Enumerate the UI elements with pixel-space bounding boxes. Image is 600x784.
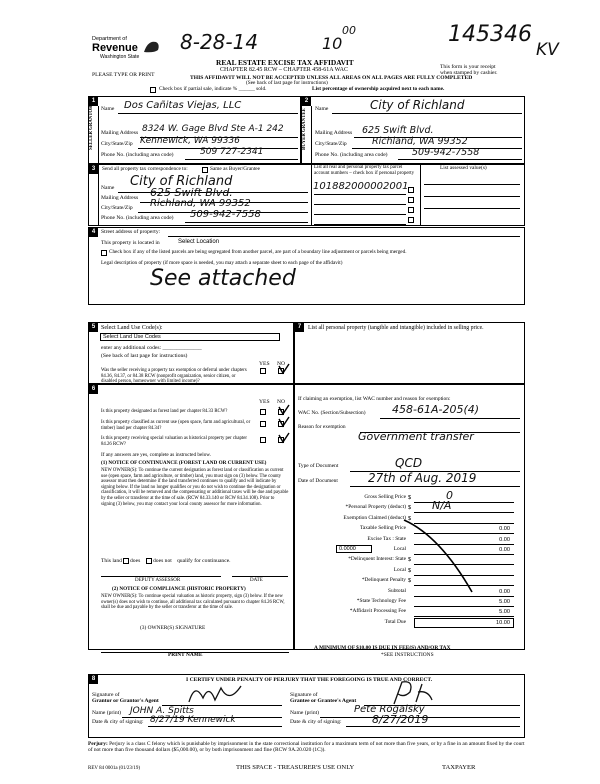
grantor-signature-icon xyxy=(185,680,245,706)
calc-row-value[interactable]: 0.00 xyxy=(499,547,510,553)
calc-row-label: *Delinquent Penalty xyxy=(361,577,406,584)
seller-city: Kennewick, WA 99336 xyxy=(140,136,240,146)
segregated-label: Check box if any of the listed parcels are being segregated from another parcel, are part of a boundary line adjustment or parcels being merged. xyxy=(109,249,407,255)
notice1-title: (1) NOTICE OF CONTINUANCE (FOREST LAND OR CURRENT USE) xyxy=(101,460,267,466)
buyer-mailing: 625 Swift Blvd. xyxy=(362,125,434,136)
local-rate-field[interactable]: 0.0000 xyxy=(336,545,372,553)
list-pct-note: List percentage of ownership acquired next to each name. xyxy=(312,86,445,92)
grantee-date-label: Date & city of signing: xyxy=(290,719,342,725)
calc-row-label: Local xyxy=(393,546,406,552)
does-not-checkbox[interactable] xyxy=(146,558,152,564)
deputy-date-label: DATE xyxy=(250,578,263,583)
see-back-note: (See back of last page for instructions) xyxy=(246,80,328,86)
calc-row-label: Subtotal xyxy=(388,587,406,594)
section-2-marker: 2 xyxy=(302,97,311,106)
buyer-name: City of Richland xyxy=(370,98,465,112)
legal-description-handwritten: See attached xyxy=(150,266,296,291)
buyer-city: Richland, WA 99352 xyxy=(372,136,468,147)
parcel-personal-checkbox-3[interactable] xyxy=(408,207,414,213)
current-use-no-checkmark-icon xyxy=(277,415,291,429)
s5-no-header: NO xyxy=(277,361,286,367)
grantor-sig-label-2: Grantor or Grantor's Agent xyxy=(92,698,159,704)
grantor-name: JOHN A. Spitts xyxy=(130,706,194,716)
seller-mailing-label: Mailing Address xyxy=(101,130,139,136)
buyer-phone: 509-942-7558 xyxy=(412,147,480,158)
seller-mailing: 8324 W. Gage Blvd Ste A-1 242 xyxy=(142,124,284,134)
buyer-phone-label: Phone No. (including area code) xyxy=(315,152,388,158)
calc-row-value[interactable]: 0.00 xyxy=(499,588,510,595)
grantee-name: Pete Rogalsky xyxy=(354,704,425,715)
s6-yes-header: YES xyxy=(259,399,270,405)
section-5-marker: 5 xyxy=(89,323,98,332)
calc-row-value[interactable]: $ xyxy=(408,495,412,501)
section-7-marker: 7 xyxy=(295,323,304,332)
parcel-personal-checkbox-4[interactable] xyxy=(408,217,414,223)
s5-yes-checkbox[interactable] xyxy=(260,368,266,374)
perjury-text: Perjury is a class C felony which is punishable by imprisonment in the state correctional institution for a maximum term of not more than five years, or by a fine in an amount fixed by the court of not more than five thousand dollars ($5,000.00), or by both imprisonment and fine (RCW 9A.20.020 (1C)). xyxy=(88,741,525,754)
section-8-marker: 8 xyxy=(89,675,98,684)
grantor-name-label: Name (print) xyxy=(92,710,122,716)
revenue-logo xyxy=(92,36,164,66)
notice2-body: NEW OWNER(S): To continue special valuation as historic property, sign (3) below. If the new owner(s) does not wish to continue, all additional tax calculated pursuant to chapter 84.26 RCW, shall be due and payable by the seller or transferor at the time of sale. xyxy=(101,594,285,611)
calc-row-label: Local xyxy=(393,566,406,573)
form-chapter: CHAPTER 82.45 RCW – CHAPTER 458-61A WAC xyxy=(220,67,348,73)
forest-land-question: Is this property designated as forest land per chapter 84.33 RCW? xyxy=(101,409,228,414)
qualify-label: qualify for continuance. xyxy=(177,558,231,564)
wac-number: 458-61A-205(4) xyxy=(392,403,480,416)
doc-date: 27th of Aug. 2019 xyxy=(368,471,477,485)
does-not-label: does not xyxy=(153,558,172,564)
calc-row-value[interactable]: 5.00 xyxy=(499,599,510,605)
deputy-assessor-label: DEPUTY ASSESSOR xyxy=(135,578,181,583)
seller-vertical-label: SELLER GRANTOR xyxy=(89,105,94,150)
this-land-label: This land xyxy=(101,558,122,564)
not-accepted-warning: THIS AFFIDAVIT WILL NOT BE ACCEPTED UNLESS ALL AREAS ON ALL PAGES ARE FULLY COMPLETED xyxy=(190,75,473,81)
assessed-header: List assessed value(s) xyxy=(440,165,487,171)
grantee-sig-label-2: Grantee or Grantee's Agent xyxy=(290,698,357,704)
grantee-signature-icon xyxy=(388,678,438,706)
does-checkbox[interactable] xyxy=(123,558,129,564)
wac-label: WAC No. (Section/Subsection) xyxy=(298,410,366,416)
calc-row-value[interactable]: 0.00 xyxy=(499,536,510,543)
doc-type-label: Type of Document xyxy=(298,463,339,469)
certify-statement: I CERTIFY UNDER PENALTY OF PERJURY THAT THE FOREGOING IS TRUE AND CORRECT. xyxy=(186,677,433,683)
perjury-statement xyxy=(88,741,528,754)
seller-name: Dos Cañitas Viejas, LLC xyxy=(124,100,242,111)
if-yes-note: If any answers are yes, complete as instructed below. xyxy=(101,452,212,458)
personal-property-label: List all personal property (tangible and intangible) included in selling price. xyxy=(308,325,484,331)
grantee-sig-label: Signature of xyxy=(290,692,318,698)
s3-phone: 509-942-7558 xyxy=(190,209,261,220)
historic-yes-checkbox[interactable] xyxy=(260,437,266,443)
calc-row-label: Gross Selling Price xyxy=(364,494,406,500)
s3-name: City of Richland xyxy=(130,174,233,189)
street-address-label: Street address of property: xyxy=(101,229,161,235)
taxpayer-label: TAXPAYER xyxy=(442,764,476,771)
doc-date-label: Date of Document xyxy=(298,478,338,484)
calc-row-value[interactable]: $ xyxy=(408,515,412,522)
current-use-yes-checkbox[interactable] xyxy=(260,421,266,427)
calc-row-value[interactable]: $ xyxy=(408,505,412,512)
s5-yes-header: YES xyxy=(259,361,270,367)
calc-row-value[interactable]: $ xyxy=(408,578,412,585)
notice1-body: NEW OWNER(S): To continue the current designation as forest land or classification as current use (open space, farm and agriculture, or timber) land, you must sign on (3) below. The county assessor must then determine if the land transferred continues to qualify and will indicate by signing below. If the land no longer qualifies or you do not wish to continue the designation or classification, it will be removed and the compensating or additional taxes will be due and payable by the seller or transferor at the time of sale. (RCW 84.33.140 or RCW 84.34.108). Prior to signing (3) below, you may contact your local county assessor for more information. xyxy=(101,468,289,507)
reason-label: Reason for exemption xyxy=(298,424,346,430)
grantor-date-label: Date & city of signing: xyxy=(92,719,144,725)
section-3-marker: 3 xyxy=(89,165,98,174)
calc-row-label: Total Due xyxy=(384,618,406,625)
section-6-marker: 6 xyxy=(89,385,98,394)
partial-sale-label: Check box if partial sale, indicate % ______ sold. xyxy=(159,86,267,92)
s6-no-header: NO xyxy=(277,399,286,405)
handwritten-date: 8-28-14 xyxy=(180,30,259,54)
current-use-question: Is this property classified as current use (open space, farm and agricultural, or timber) land per chapter 84.34? xyxy=(101,420,251,431)
partial-sale-checkbox[interactable] xyxy=(150,87,156,93)
calc-row-handwritten: N/A xyxy=(432,499,452,513)
strike-through-line-icon xyxy=(400,516,480,596)
calc-row-label: *State Technology Fee xyxy=(356,598,406,604)
calc-row-label: Exemption Claimed (deduct) xyxy=(343,514,406,521)
notice2-title: (2) NOTICE OF COMPLIANCE (HISTORIC PROPERTY) xyxy=(112,586,246,592)
s3-name-label: Name xyxy=(101,185,115,191)
handwritten-fee-sup: 00 xyxy=(342,24,356,37)
state-seal-icon xyxy=(142,38,162,54)
calc-row-label: *Affidavit Processing Fee xyxy=(349,608,406,615)
parcel-personal-checkbox-2[interactable] xyxy=(408,197,414,203)
section-1-marker: 1 xyxy=(89,97,98,106)
seller-city-label: City/State/Zip xyxy=(101,141,133,147)
form-title: REAL ESTATE EXCISE TAX AFFIDAVIT xyxy=(216,58,354,67)
grantor-sig-label: Signature of xyxy=(92,692,120,698)
parcel-personal-checkbox-1[interactable] xyxy=(408,187,414,193)
doc-type: QCD xyxy=(395,456,423,470)
same-as-buyer-label: Same as Buyer/Grantee xyxy=(210,166,261,172)
seller-phone: 509 727-2341 xyxy=(200,147,264,157)
form-number: REV 84 0001a (01/23/19) xyxy=(88,766,140,771)
legal-desc-label: Legal description of property (if more space is needed, you may attach a separate sheet to each page of the affidavit) xyxy=(101,260,343,266)
buyer-name-label: Name xyxy=(315,106,329,112)
seller-phone-label: Phone No. (including area code) xyxy=(101,152,174,158)
location-select[interactable]: Select Location xyxy=(178,239,220,245)
s3-city-label: City/State/Zip xyxy=(101,205,133,211)
agency-line1: Department of xyxy=(92,36,127,42)
calc-row-value[interactable]: 10.00 xyxy=(496,619,510,626)
land-use-label: Select Land Use Code(s): xyxy=(101,325,163,331)
s5-no-checkmark-icon xyxy=(277,362,291,376)
segregated-checkbox[interactable] xyxy=(101,250,107,256)
calc-row-label: *Personal Property (deduct) xyxy=(345,504,406,511)
section-4-marker: 4 xyxy=(89,228,98,237)
s5-see-back: (See back of last page for instructions) xyxy=(101,353,188,359)
perjury-title: Perjury: xyxy=(88,741,108,747)
treasurer-note: THIS SPACE - TREASURER'S USE ONLY xyxy=(236,764,355,771)
s3-mailing-label: Mailing Address xyxy=(101,195,139,201)
calc-row-label: *Delinquent Interest: State xyxy=(348,556,406,563)
minimum-note: A MINIMUM OF $10.00 IS DUE IN FEE(S) AND/OR TAX xyxy=(314,645,451,651)
handwritten-receipt-no: 145346 xyxy=(448,22,532,47)
grantor-date: 8/27/19 Kennewick xyxy=(150,715,236,725)
handwritten-initials: KV xyxy=(536,40,559,60)
s3-phone-label: Phone No. (including area code) xyxy=(101,215,174,221)
calc-row-value[interactable]: 0.00 xyxy=(499,526,510,533)
exemption-intro: If claiming an exemption, list WAC number and reason for exemption: xyxy=(298,396,451,402)
calc-row-value[interactable]: $ xyxy=(408,557,412,564)
grantee-date: 8/27/2019 xyxy=(372,713,429,726)
land-use-dropdown[interactable]: Select Land Use Codes xyxy=(100,333,280,341)
buyer-mailing-label: Mailing Address xyxy=(315,130,353,136)
parcel-header: List all real and personal property tax parcel account numbers – check box if personal property xyxy=(314,165,415,176)
forest-yes-checkbox[interactable] xyxy=(260,409,266,415)
s3-city: Richland, WA 99352 xyxy=(150,198,251,209)
additional-codes-label: enter any additional codes: ______________ xyxy=(101,345,202,351)
grantee-name-label: Name (print) xyxy=(290,710,320,716)
owner-signature-label: (3) OWNER(S) SIGNATURE xyxy=(140,625,206,631)
calc-row-label: Taxable Selling Price xyxy=(359,525,406,532)
agency-line2: Revenue xyxy=(92,42,138,54)
exemption-deferral-question: Was the seller receiving a property tax exemption or deferral under chapters 84.36, 84.37, or 84.38 RCW (nonprofit organization, senior citizen, or disabled person, homeowner with limited income)? xyxy=(101,368,247,385)
historic-no-checkmark-icon xyxy=(277,431,291,445)
reason: Government transfer xyxy=(358,430,474,443)
agency-line3: Washington State xyxy=(100,54,140,60)
calc-row-handwritten: 0 xyxy=(446,489,453,502)
buyer-vertical-label: BUYER GRANTEE xyxy=(302,108,307,150)
print-note: PLEASE TYPE OR PRINT xyxy=(92,72,155,78)
s3-mailing: 625 Swift Blvd. xyxy=(150,186,233,199)
seller-name-label: Name xyxy=(101,106,115,112)
same-as-buyer-checkbox[interactable] xyxy=(202,167,208,173)
calc-row-value[interactable]: $ xyxy=(408,567,412,574)
print-name-label: PRINT NAME xyxy=(168,652,203,658)
calc-row-label: Excise Tax : State xyxy=(367,535,406,542)
buyer-city-label: City/State/Zip xyxy=(315,141,347,147)
historic-question: Is this property receiving special valuation as historical property per chapter 84.26 RCW? xyxy=(101,436,247,447)
receipt-note: This form is your receipt xyxy=(440,64,496,70)
parcel-number: 101882000002001 xyxy=(313,181,409,192)
receipt-note-2: when stamped by cashier. xyxy=(440,70,498,76)
total-due-box xyxy=(414,618,514,628)
located-in-label: This property is located in xyxy=(101,240,160,246)
see-instructions: *SEE INSTRUCTIONS xyxy=(381,652,434,658)
does-label: does xyxy=(130,558,141,564)
calc-row-value[interactable]: 5.00 xyxy=(499,609,510,616)
handwritten-fee: 10 xyxy=(322,34,343,53)
send-correspondence-label: Send all property tax correspondence to: xyxy=(102,166,188,172)
